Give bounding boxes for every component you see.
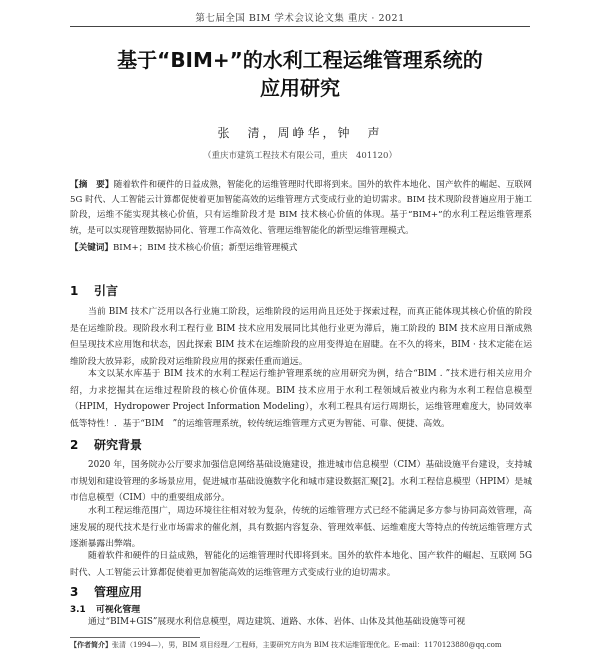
running-head: 第七届全国 BIM 学术会议论文集 重庆 · 2021	[195, 13, 405, 24]
paper-title	[0, 46, 600, 102]
title-line-2: 应用研究	[260, 76, 340, 100]
keywords	[70, 241, 532, 256]
abstract	[70, 178, 532, 239]
title-line-1: 基于“BIM+”的水利工程运维管理系统的	[117, 48, 483, 72]
section-heading-introduction	[70, 282, 118, 299]
paragraph: 水利工程运维范围广，周边环境往往相对较为复杂，传统的运维管理方式已经不能满足多方参与协同高效管理，高速发展的现代技术是行业市场需求的催化剂，具有数据内容复杂、管理效率低、运维难度大等特点的传统运维管理方式逐渐暴露出弊端。	[70, 506, 532, 550]
keywords-label: 【关键词】	[70, 242, 113, 253]
paragraph: 本文以某水库基于 BIM 技术的水利工程运行维护管理系统的应用研究为例，结合“BIM . ”技术进行相关应用介绍，力求挖掘其在运维过程阶段的核心价值体现。BIM 技术应用于水利工程领域后被业内称为水利工程信息模型（HPIM，Hydropower Project Information Modeling），水利工程具有运行周期长，运维管理难度大，协同效率低等特性！．基于“BIM ”的运维管理系统，较传统运维管理方式更为智能、可靠、便捷、高效。	[70, 369, 532, 429]
paragraph: 通过“BIM+GIS”展现水利信息模型，周边建筑、道路、水体、岩体、山体及其他基础设施等可视	[88, 617, 466, 627]
subsection-title: 可视化管理	[96, 605, 140, 615]
section-heading-background	[70, 436, 142, 453]
section-title: 研究背景	[94, 438, 143, 452]
keywords-text: BIM+；BIM 技术核心价值；新型运维管理模式	[112, 242, 298, 253]
footnote-rule	[70, 637, 200, 638]
abstract-label: 【摘 要】	[70, 180, 114, 190]
section-number: 2	[70, 438, 79, 452]
section-title: 引言	[94, 284, 119, 298]
section-number: 3	[70, 585, 79, 599]
footnote-text: 张清（1994—），男，BIM 项目经理／工程师，主要研究方向为 BIM 技术运维管理优化。E-mail：1170123880@qq.com	[112, 641, 502, 649]
author-footnote	[70, 640, 540, 650]
section-heading-application	[70, 583, 142, 600]
paragraph: 2020 年，国务院办公厅要求加强信息网络基础设施建设，推进城市信息模型（CIM）基础设施平台建设，支持城市规划和建设管理的多场景应用，促进城市基础设施数字化和城市建设数据汇聚[2]。水利工程信息模型（HPIM）是城市信息模型（CIM）中的重要组成部分。	[70, 460, 532, 504]
footnote-label: 【作者简介】	[70, 640, 112, 649]
affiliation: （重庆市建筑工程技术有限公司，重庆 401120）	[203, 151, 397, 161]
section-number: 1	[70, 284, 79, 298]
subsection-number: 3.1	[70, 605, 86, 615]
authors: 张 清，周峥华，钟 声	[217, 126, 383, 140]
abstract-block	[70, 178, 532, 256]
abstract-text: 随着软件和硬件的日益成熟，智能化的运维管理时代即将到来。国外的软件本地化、国产软件的崛起、互联网 5G 时代、人工智能云计算都促使着更加智能高效的运维管理方式变成行业的迫切需求。BIM 技术现阶段普遍应用于施工阶段，运维不能实现其核心价值，只有运维阶段才是 BIM 技术核心价值的体现。基于“BIM+”的水利工程运维管理系统，是可以实现管理数据协同化、管理工作高效化、管理运维智能化的新型运维管理模式。	[70, 180, 532, 236]
paragraph: 当前 BIM 技术广泛用以各行业施工阶段，运维阶段的运用尚且还处于探索过程，而真正能体现其核心价值的阶段是在运维阶段。现阶段水利工程行业 BIM 技术应用发展同比其他行业更为滞后，施工阶段的 BIM 技术应用日渐成熟但呈现技术应用饱和状态，因此探索 BIM 技术在运维阶段的应用变得迫在眉睫。在不久的将来，BIM · 技术定能在运维阶段大放异彩，成阶段对运维阶段应用的探索任重而道远。	[70, 307, 532, 367]
section-title: 管理应用	[94, 585, 143, 599]
paragraph: 随着软件和硬件的日益成熟，智能化的运维管理时代即将到来。国外的软件本地化、国产软件的崛起、互联网 5G 时代、人工智能云计算都促使着更加智能高效的运维管理方式变成行业的迫切需求。	[70, 551, 532, 578]
header-rule	[70, 26, 530, 27]
